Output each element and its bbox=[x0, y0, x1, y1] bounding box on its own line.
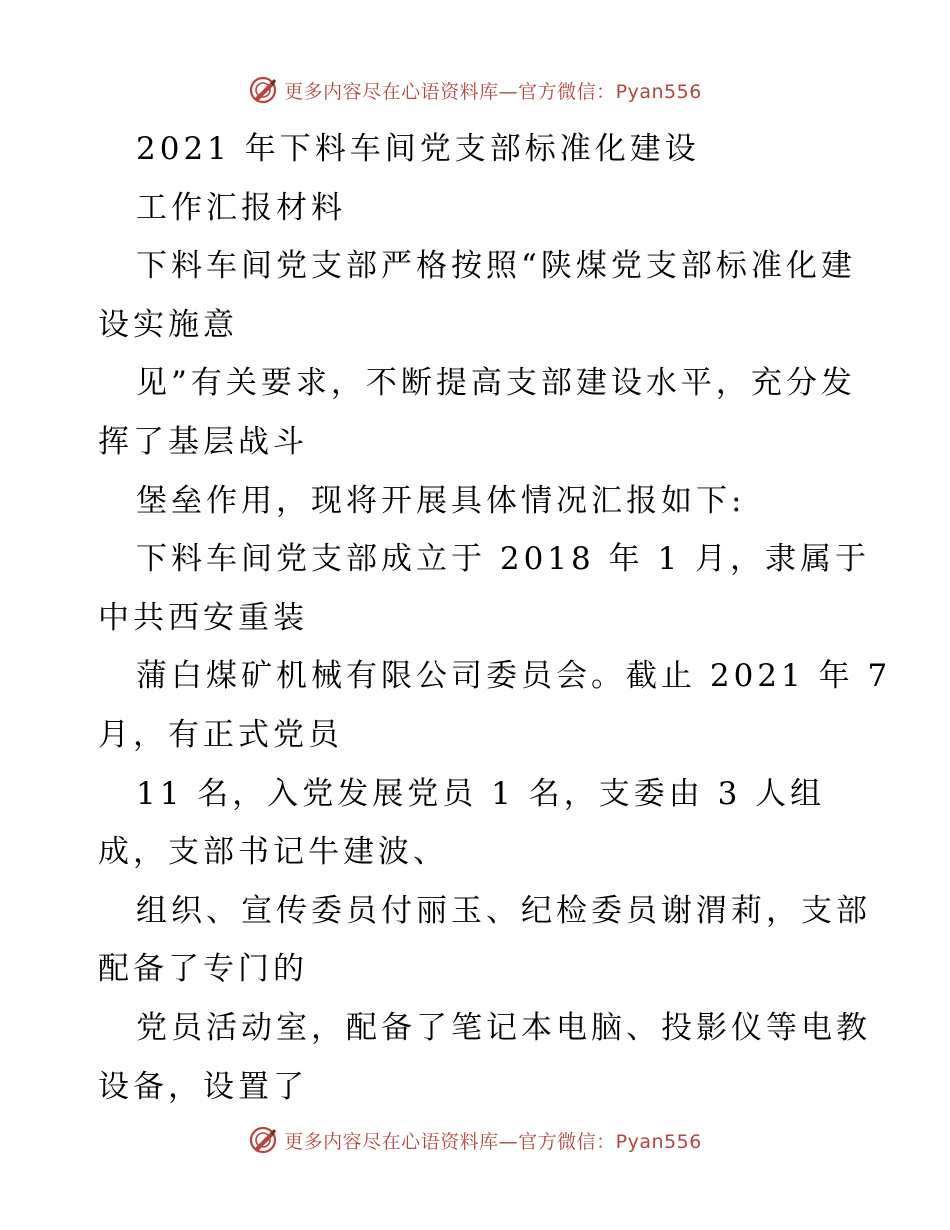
document-body bbox=[98, 120, 892, 1116]
text-line: 见”有关要求，不断提高支部建设水平，充分发 bbox=[136, 365, 856, 402]
pen-seal-icon bbox=[248, 75, 278, 105]
text-line: 党员活动室，配备了笔记本电脑、投影仪等电教 bbox=[136, 1009, 871, 1046]
watermark-footer bbox=[0, 1122, 950, 1158]
text-line: 挥了基层战斗 bbox=[98, 423, 308, 460]
text-line: 月，有正式党员 bbox=[98, 716, 343, 753]
watermark-text: 更多内容尽在心语资料库—官方微信：Pyan556 bbox=[284, 80, 702, 103]
text-line: 设备，设置了 bbox=[98, 1068, 308, 1105]
text-line: 堡垒作用，现将开展具体情况汇报如下: bbox=[136, 482, 746, 519]
text-line: 2021 年下料车间党支部标准化建设 bbox=[136, 131, 700, 167]
watermark-header bbox=[0, 72, 950, 108]
text-line: 设实施意 bbox=[98, 306, 238, 343]
text-line: 组织、宣传委员付丽玉、纪检委员谢渭莉，支部 bbox=[136, 892, 871, 929]
text-line: 11 名，入党发展党员 1 名，支委由 3 人组 bbox=[136, 775, 826, 812]
text-line: 工作汇报材料 bbox=[136, 189, 346, 226]
text-line: 下料车间党支部成立于 2018 年 1 月，隶属于 bbox=[136, 541, 871, 578]
pen-seal-icon bbox=[248, 1125, 278, 1155]
text-line: 下料车间党支部严格按照“陕煤党支部标准化建 bbox=[136, 248, 856, 285]
text-line: 配备了专门的 bbox=[98, 951, 308, 988]
text-line: 蒲白煤矿机械有限公司委员会。截止 2021 年 7 bbox=[136, 658, 892, 695]
text-line: 成，支部书记牛建波、 bbox=[98, 834, 448, 871]
text-line: 中共西安重装 bbox=[98, 599, 308, 636]
watermark-text: 更多内容尽在心语资料库—官方微信：Pyan556 bbox=[284, 1130, 702, 1153]
